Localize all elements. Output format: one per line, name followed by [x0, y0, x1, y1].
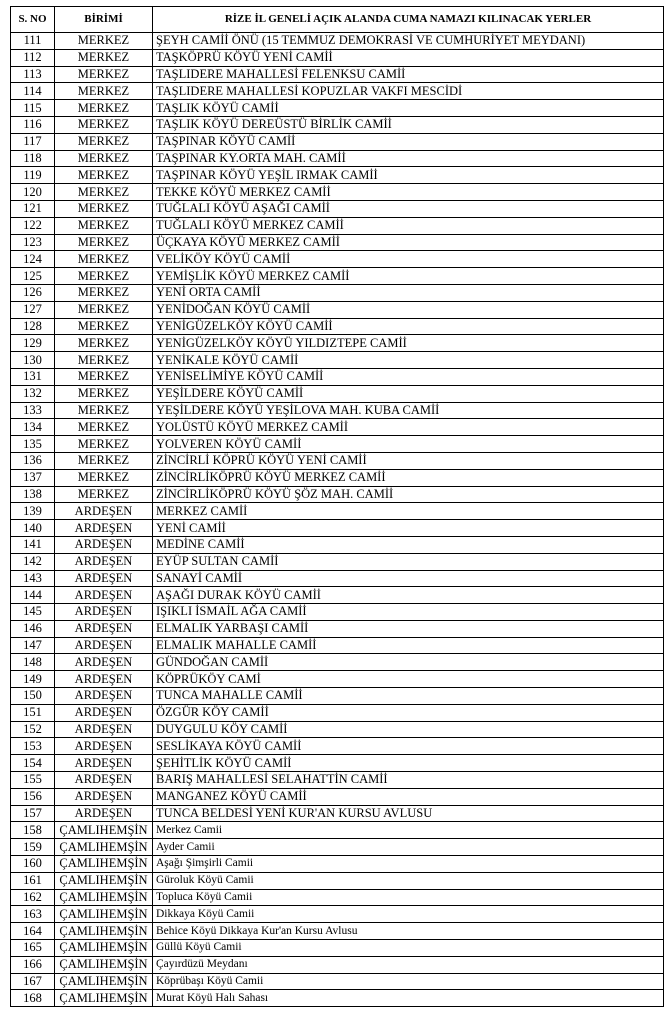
row-number: 147 [11, 637, 55, 654]
row-unit: MERKEZ [55, 486, 153, 503]
row-number: 158 [11, 822, 55, 839]
row-location: ZİNCİRLİ KÖPRÜ KÖYÜ YENİ CAMİİ [153, 452, 664, 469]
table-row [11, 973, 664, 990]
row-number: 125 [11, 268, 55, 285]
row-unit: ARDEŞEN [55, 620, 153, 637]
row-location: IŞIKLI İSMAİL AĞA CAMİİ [153, 604, 664, 621]
table-row [11, 889, 664, 906]
row-location: Güllü Köyü Camii [153, 940, 664, 957]
table-row [11, 503, 664, 520]
mosque-list-table [10, 6, 664, 1007]
row-location: TUNCA MAHALLE CAMİİ [153, 688, 664, 705]
row-unit: ARDEŞEN [55, 788, 153, 805]
row-unit: MERKEZ [55, 133, 153, 150]
table-row [11, 436, 664, 453]
row-location: TAŞLIK KÖYÜ DEREÜSTÜ BİRLİK CAMİİ [153, 116, 664, 133]
header-sno: S. NO [11, 7, 55, 33]
table-row [11, 49, 664, 66]
row-unit: ARDEŞEN [55, 671, 153, 688]
row-number: 121 [11, 200, 55, 217]
row-unit: MERKEZ [55, 116, 153, 133]
row-location: YEŞİLDERE KÖYÜ CAMİİ [153, 385, 664, 402]
row-number: 131 [11, 368, 55, 385]
row-number: 150 [11, 688, 55, 705]
table-row [11, 721, 664, 738]
row-location: Çayırdüzü Meydanı [153, 956, 664, 973]
row-unit: ÇAMLIHEMŞİN [55, 906, 153, 923]
table-row [11, 335, 664, 352]
row-unit: ARDEŞEN [55, 688, 153, 705]
row-location: GÜNDOĞAN CAMİİ [153, 654, 664, 671]
row-unit: MERKEZ [55, 66, 153, 83]
row-unit: ARDEŞEN [55, 587, 153, 604]
row-number: 151 [11, 704, 55, 721]
table-row [11, 805, 664, 822]
row-unit: ARDEŞEN [55, 570, 153, 587]
table-row [11, 856, 664, 873]
row-unit: MERKEZ [55, 335, 153, 352]
row-location: TEKKE KÖYÜ MERKEZ CAMİİ [153, 184, 664, 201]
row-unit: ÇAMLIHEMŞİN [55, 839, 153, 856]
row-unit: ARDEŞEN [55, 772, 153, 789]
row-location: YEMİŞLİK KÖYÜ MERKEZ CAMİİ [153, 268, 664, 285]
table-row [11, 923, 664, 940]
row-location: YENİKALE KÖYÜ CAMİİ [153, 352, 664, 369]
row-unit: MERKEZ [55, 452, 153, 469]
table-row [11, 738, 664, 755]
row-location: TUĞLALI KÖYÜ AŞAĞI CAMİİ [153, 200, 664, 217]
table-row [11, 385, 664, 402]
row-number: 163 [11, 906, 55, 923]
table-row [11, 452, 664, 469]
row-unit: MERKEZ [55, 352, 153, 369]
row-location: MEDİNE CAMİİ [153, 536, 664, 553]
row-unit: MERKEZ [55, 318, 153, 335]
table-row [11, 553, 664, 570]
table-row [11, 587, 664, 604]
row-unit: MERKEZ [55, 100, 153, 117]
row-number: 154 [11, 755, 55, 772]
row-unit: MERKEZ [55, 49, 153, 66]
row-unit: MERKEZ [55, 419, 153, 436]
row-location: EYÜP SULTAN CAMİİ [153, 553, 664, 570]
row-number: 129 [11, 335, 55, 352]
table-row [11, 368, 664, 385]
row-location: YENİ CAMİİ [153, 520, 664, 537]
table-row [11, 956, 664, 973]
row-number: 142 [11, 553, 55, 570]
row-number: 123 [11, 234, 55, 251]
row-location: YENİDOĞAN KÖYÜ CAMİİ [153, 301, 664, 318]
table-row [11, 352, 664, 369]
row-number: 168 [11, 990, 55, 1007]
row-number: 117 [11, 133, 55, 150]
table-row [11, 184, 664, 201]
row-number: 145 [11, 604, 55, 621]
row-number: 134 [11, 419, 55, 436]
row-number: 148 [11, 654, 55, 671]
table-row [11, 755, 664, 772]
row-location: ELMALIK MAHALLE CAMİİ [153, 637, 664, 654]
row-unit: MERKEZ [55, 268, 153, 285]
row-unit: MERKEZ [55, 385, 153, 402]
table-row [11, 520, 664, 537]
row-location: Dikkaya Köyü Camii [153, 906, 664, 923]
row-number: 132 [11, 385, 55, 402]
row-unit: MERKEZ [55, 150, 153, 167]
row-number: 149 [11, 671, 55, 688]
row-number: 119 [11, 167, 55, 184]
row-unit: ÇAMLIHEMŞİN [55, 990, 153, 1007]
row-unit: MERKEZ [55, 301, 153, 318]
header-birimi: BİRİMİ [55, 7, 153, 33]
row-location: ÖZGÜR KÖY CAMİİ [153, 704, 664, 721]
table-row [11, 788, 664, 805]
row-number: 160 [11, 856, 55, 873]
table-row [11, 116, 664, 133]
row-number: 162 [11, 889, 55, 906]
row-unit: ARDEŞEN [55, 553, 153, 570]
table-header [11, 7, 664, 33]
row-location: TAŞLIDERE MAHALLESİ KOPUZLAR VAKFI MESCİDİ [153, 83, 664, 100]
row-unit: ÇAMLIHEMŞİN [55, 872, 153, 889]
row-location: Topluca Köyü Camii [153, 889, 664, 906]
row-unit: MERKEZ [55, 33, 153, 50]
row-unit: MERKEZ [55, 167, 153, 184]
table-row [11, 66, 664, 83]
row-number: 159 [11, 839, 55, 856]
row-unit: MERKEZ [55, 83, 153, 100]
table-row [11, 268, 664, 285]
row-unit: ARDEŞEN [55, 503, 153, 520]
row-number: 130 [11, 352, 55, 369]
row-number: 138 [11, 486, 55, 503]
row-unit: ÇAMLIHEMŞİN [55, 956, 153, 973]
table-row [11, 637, 664, 654]
row-location: TAŞPINAR KÖYÜ CAMİİ [153, 133, 664, 150]
row-number: 144 [11, 587, 55, 604]
table-row [11, 251, 664, 268]
row-location: Behice Köyü Dikkaya Kur'an Kursu Avlusu [153, 923, 664, 940]
row-location: VELİKÖY KÖYÜ CAMİİ [153, 251, 664, 268]
row-number: 146 [11, 620, 55, 637]
row-number: 124 [11, 251, 55, 268]
row-unit: ARDEŞEN [55, 738, 153, 755]
row-location: Köprübaşı Köyü Camii [153, 973, 664, 990]
table-row [11, 133, 664, 150]
row-location: ŞEHİTLİK KÖYÜ CAMİİ [153, 755, 664, 772]
table-row [11, 284, 664, 301]
row-location: TAŞPINAR KY.ORTA MAH. CAMİİ [153, 150, 664, 167]
table-row [11, 704, 664, 721]
row-unit: MERKEZ [55, 368, 153, 385]
row-location: YENİSELİMİYE KÖYÜ CAMİİ [153, 368, 664, 385]
row-number: 127 [11, 301, 55, 318]
row-location: TAŞKÖPRÜ KÖYÜ YENİ CAMİİ [153, 49, 664, 66]
row-number: 133 [11, 402, 55, 419]
row-number: 164 [11, 923, 55, 940]
row-location: ÜÇKAYA KÖYÜ MERKEZ CAMİİ [153, 234, 664, 251]
row-location: Güroluk Köyü Camii [153, 872, 664, 889]
row-unit: ARDEŞEN [55, 704, 153, 721]
table-row [11, 469, 664, 486]
table-row [11, 839, 664, 856]
table-row [11, 906, 664, 923]
table-row [11, 940, 664, 957]
row-unit: ÇAMLIHEMŞİN [55, 940, 153, 957]
row-number: 120 [11, 184, 55, 201]
table-row [11, 671, 664, 688]
row-unit: ARDEŞEN [55, 805, 153, 822]
row-location: DUYGULU KÖY CAMİİ [153, 721, 664, 738]
row-number: 128 [11, 318, 55, 335]
row-location: Murat Köyü Halı Sahası [153, 990, 664, 1007]
row-unit: MERKEZ [55, 469, 153, 486]
row-number: 135 [11, 436, 55, 453]
row-location: TUĞLALI KÖYÜ MERKEZ CAMİİ [153, 217, 664, 234]
row-number: 139 [11, 503, 55, 520]
row-number: 126 [11, 284, 55, 301]
row-location: YENİGÜZELKÖY KÖYÜ CAMİİ [153, 318, 664, 335]
row-number: 140 [11, 520, 55, 537]
row-unit: ÇAMLIHEMŞİN [55, 973, 153, 990]
row-number: 137 [11, 469, 55, 486]
row-number: 156 [11, 788, 55, 805]
row-number: 116 [11, 116, 55, 133]
row-unit: ARDEŞEN [55, 721, 153, 738]
table-row [11, 301, 664, 318]
table-row [11, 822, 664, 839]
header-row [11, 7, 664, 33]
row-unit: MERKEZ [55, 234, 153, 251]
table-row [11, 419, 664, 436]
row-location: ŞEYH CAMİİ ÖNÜ (15 TEMMUZ DEMOKRASİ VE CUMHURİYET MEYDANI) [153, 33, 664, 50]
row-number: 153 [11, 738, 55, 755]
row-unit: MERKEZ [55, 284, 153, 301]
table-row [11, 402, 664, 419]
row-location: BARIŞ MAHALLESİ SELAHATTİN CAMİİ [153, 772, 664, 789]
row-location: TUNCA BELDESİ YENİ KUR'AN KURSU AVLUSU [153, 805, 664, 822]
table-row [11, 167, 664, 184]
row-unit: MERKEZ [55, 184, 153, 201]
table-row [11, 33, 664, 50]
row-location: YENİGÜZELKÖY KÖYÜ YILDIZTEPE CAMİİ [153, 335, 664, 352]
table-row [11, 772, 664, 789]
row-location: ZİNCİRLİKÖPRÜ KÖYÜ ŞÖZ MAH. CAMİİ [153, 486, 664, 503]
row-unit: ARDEŞEN [55, 755, 153, 772]
row-number: 157 [11, 805, 55, 822]
row-unit: ARDEŞEN [55, 604, 153, 621]
row-location: MANGANEZ KÖYÜ CAMİİ [153, 788, 664, 805]
table-row [11, 604, 664, 621]
row-location: YOLÜSTÜ KÖYÜ MERKEZ CAMİİ [153, 419, 664, 436]
row-unit: MERKEZ [55, 436, 153, 453]
row-number: 155 [11, 772, 55, 789]
row-number: 113 [11, 66, 55, 83]
row-location: SESLİKAYA KÖYÜ CAMİİ [153, 738, 664, 755]
row-number: 166 [11, 956, 55, 973]
row-number: 136 [11, 452, 55, 469]
row-unit: MERKEZ [55, 200, 153, 217]
table-row [11, 83, 664, 100]
row-unit: MERKEZ [55, 251, 153, 268]
row-unit: ÇAMLIHEMŞİN [55, 889, 153, 906]
table-row [11, 486, 664, 503]
row-location: TAŞLIDERE MAHALLESİ FELENKSU CAMİİ [153, 66, 664, 83]
row-number: 118 [11, 150, 55, 167]
row-number: 141 [11, 536, 55, 553]
table-row [11, 990, 664, 1007]
row-number: 165 [11, 940, 55, 957]
table-row [11, 570, 664, 587]
row-unit: ÇAMLIHEMŞİN [55, 822, 153, 839]
row-number: 114 [11, 83, 55, 100]
table-row [11, 318, 664, 335]
table-row [11, 536, 664, 553]
row-unit: ÇAMLIHEMŞİN [55, 923, 153, 940]
table-body [11, 33, 664, 1007]
row-location: AŞAĞI DURAK KÖYÜ CAMİİ [153, 587, 664, 604]
row-location: YEŞİLDERE KÖYÜ YEŞİLOVA MAH. KUBA CAMİİ [153, 402, 664, 419]
table-row [11, 620, 664, 637]
row-location: TAŞPINAR KÖYÜ YEŞİL IRMAK CAMİİ [153, 167, 664, 184]
row-unit: MERKEZ [55, 217, 153, 234]
row-location: Merkez Camii [153, 822, 664, 839]
table-row [11, 150, 664, 167]
table-row [11, 872, 664, 889]
row-unit: MERKEZ [55, 402, 153, 419]
row-location: TAŞLIK KÖYÜ CAMİİ [153, 100, 664, 117]
table-row [11, 234, 664, 251]
row-number: 143 [11, 570, 55, 587]
row-location: ELMALIK YARBAŞI CAMİİ [153, 620, 664, 637]
header-yerler: RİZE İL GENELİ AÇIK ALANDA CUMA NAMAZI KILINACAK YERLER [153, 7, 664, 33]
row-unit: ARDEŞEN [55, 520, 153, 537]
row-location: MERKEZ CAMİİ [153, 503, 664, 520]
row-location: ZİNCİRLİKÖPRÜ KÖYÜ MERKEZ CAMİİ [153, 469, 664, 486]
table-row [11, 654, 664, 671]
row-number: 161 [11, 872, 55, 889]
row-unit: ARDEŞEN [55, 536, 153, 553]
row-number: 152 [11, 721, 55, 738]
row-number: 115 [11, 100, 55, 117]
row-unit: ÇAMLIHEMŞİN [55, 856, 153, 873]
table-row [11, 100, 664, 117]
row-location: Ayder Camii [153, 839, 664, 856]
row-location: YENİ ORTA CAMİİ [153, 284, 664, 301]
row-location: Aşağı Şimşirli Camii [153, 856, 664, 873]
row-location: KÖPRÜKÖY CAMİ [153, 671, 664, 688]
row-number: 167 [11, 973, 55, 990]
row-number: 111 [11, 33, 55, 50]
row-unit: ARDEŞEN [55, 654, 153, 671]
row-location: YOLVEREN KÖYÜ CAMİİ [153, 436, 664, 453]
table-row [11, 688, 664, 705]
table-row [11, 200, 664, 217]
table-row [11, 217, 664, 234]
row-number: 122 [11, 217, 55, 234]
row-unit: ARDEŞEN [55, 637, 153, 654]
row-location: SANAYİ CAMİİ [153, 570, 664, 587]
row-number: 112 [11, 49, 55, 66]
